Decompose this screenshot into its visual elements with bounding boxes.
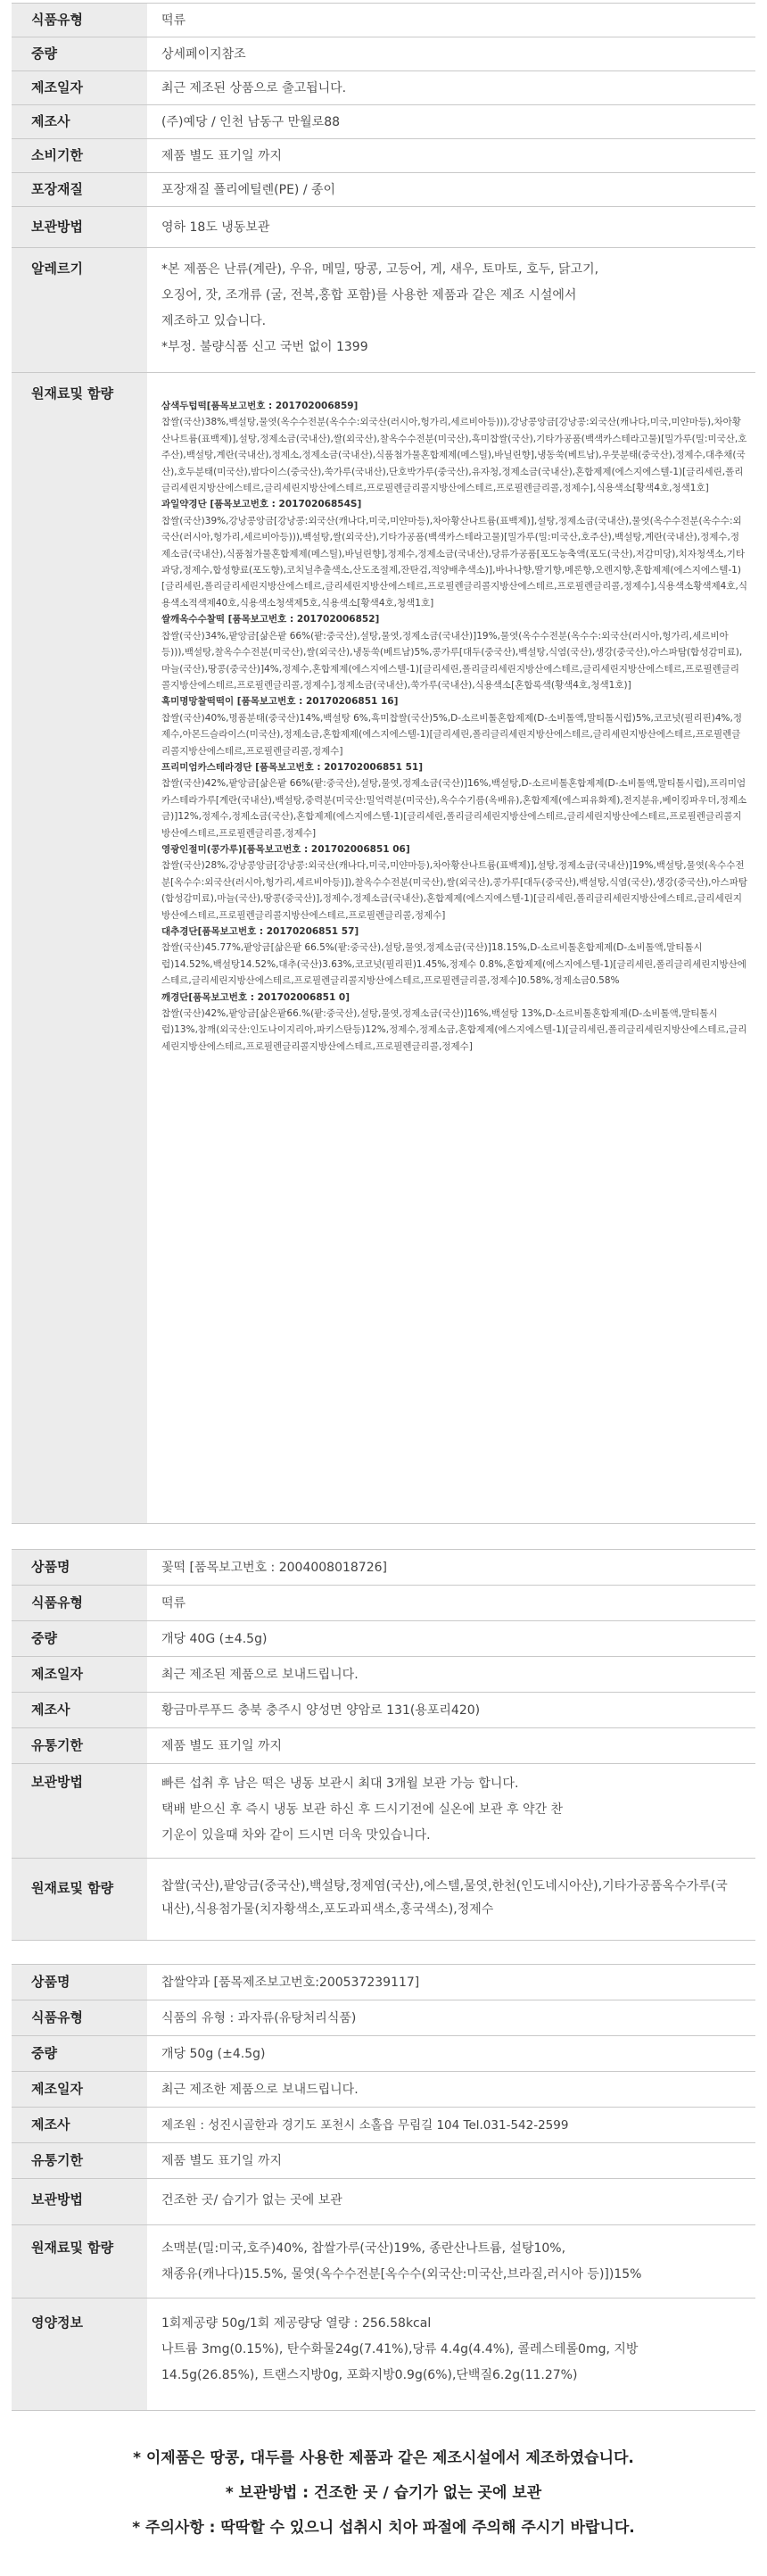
value-ingredients: 찹쌀(국산),팥앙금(중국산),백설탕,정제염(국산),에스텔,물엿,한천(인도네시아산),기타가공품옥수가루(국내산),식용첨가물(치자황색소,포도과피색소,홍국색소),정제수 (161, 1879, 728, 1917)
label-food-type: 식품유형 (31, 12, 83, 28)
row-product-name (12, 1965, 755, 2000)
label-food-type: 식품유형 (31, 1594, 83, 1611)
label-weight: 중량 (31, 1630, 57, 1646)
row-nutrition (12, 2299, 755, 2411)
label-packaging: 포장재질 (31, 181, 83, 197)
ingredient-section (161, 841, 748, 924)
label-manufacturer: 제조사 (31, 1702, 70, 1718)
value-food-type: 식품의 유형 : 과자류(유탕처리식품) (161, 2011, 357, 2025)
value-packaging: 포장재질 폴리에틸렌(PE) / 종이 (161, 183, 336, 197)
label-nutrition: 영양정보 (31, 2315, 83, 2331)
row-weight (12, 37, 755, 71)
ingredient-section-body: 찹쌀(국산)40%,명품분태(중국산)14%,백설탕 6%,흑미찹쌀(국산)5%,D-소르비톨혼합제제(D-소비톨액,말티톨시럽)5%,코코넛(필리핀)4%,정제수,아몬드슬라이스(미국산),정제소금,혼합제제(에스지에스텔-1)[글리세린,폴리글리세린지방산에스테르,글리세린지방산에스테르,프로필렌글리콜지방산에스테르,프로필렌글리콜,정제수] (161, 712, 743, 757)
label-manufacture-date: 제조일자 (31, 1666, 83, 1682)
value-manufacture-date: 최근 제조된 상품으로 출고됩니다. (161, 81, 347, 95)
row-manufacturer (12, 105, 755, 139)
row-manufacture-date (12, 1657, 755, 1693)
value-product-name: 꽃떡 [품목보고번호 : 2004008018726] (161, 1561, 387, 1575)
ingredient-section (161, 693, 748, 759)
label-ingredients: 원재료및 함량 (31, 385, 114, 402)
row-storage (12, 2179, 755, 2225)
ingredient-section-body: 찹쌀(국산)42%,팥앙금[삶은팥 66%(팥:중국산),설탕,물엿,정제소금(국산)]16%,백설탕,D-소르비톨혼합제제(D-소비톨액,말티톨시럽),프리미엄카스테라가루[계란(국내산),백설탕,중력분(미국산:밀억력분(미국산),옥수수기름(옥배유),혼합제제(에스피유화제),전지분유,베이킹파우더,정제소금)]12%,정제수,정제소금(국산),혼합제제(에스지에스텔-1)[글리세린,폴리글리세린지방산에스테르,글리세린지방산에스테르,프로필렌글리콜지방산에스테르,프로필렌글리콜,정제수] (161, 778, 747, 839)
row-product-name (12, 1550, 755, 1586)
ingredient-section (161, 759, 748, 841)
ingredient-section-title: 삼색두텁떡[품목보고번호 : 201702006859] (161, 401, 359, 411)
label-expiry: 소비기한 (31, 147, 83, 163)
ingredient-section (161, 924, 748, 990)
value-ingredients: 소맥분(밀:미국,호주)40%, 찹쌀가루(국산)19%, 종란산나트륨, 설탕10%, 채종유(캐나다)15.5%, 물엿(옥수수전분[옥수수(외국산:미국산,브라질,러시아 등)])15% (161, 2241, 642, 2282)
value-manufacture-date: 최근 제조한 제품으로 보내드립니다. (161, 2083, 359, 2097)
row-ingredients (12, 373, 755, 1524)
ingredient-section-body: 찹쌀(국산)38%,백설탕,물엿(옥수수전분(옥수수:외국산(러시아,헝가리,세르비아등))),강낭콩앙금[강낭콩:외국산(캐나다,미국,미얀마등),차아황산나트륨(표백제)],설탕,정제소금(국내산),쌀(외국산),찰옥수수전분(미국산),흑미찹쌀(국산),기타가공품(백색카스테라고물)[밀가루(밀:미국산,호주산),백설탕,계란(국내산),정제소,정제소금(국내산),식품첨가물혼합제제(메스틸),바닐린향],냉동쑥(베트남),우뭇분태(중국산),정제수,대추채(국산),호두분태(미국산),밤다이스(중국산),쑥가루(국내산),단호박가루(중국산),유자청,정제소금(국내산),혼합제제(에스지에스텔-1)[글리세린,폴리글리세린지방산에스테르,글리세린지방산에스테르,프로필렌글리콜지방산에스테르,프로필렌글리콜,정제수],식용색소[황색4호,청색1호] (161, 417, 747, 494)
label-storage: 보관방법 (31, 1774, 83, 1790)
row-allergy (12, 248, 755, 373)
row-food-type (12, 1586, 755, 1621)
label-ingredients: 원재료및 함량 (31, 2240, 114, 2256)
notice-caution: * 주의사항 : 딱딱할 수 있으니 섭취시 치아 파절에 주의해 주시기 바랍니다. (132, 2519, 635, 2537)
product1-spec-table (12, 3, 755, 1524)
ingredient-section-body: 찹쌀(국산)28%,강낭콩앙금[강낭콩:외국산(캐나다,미국,미얀마등),차아황산나트륨(표백제)],설탕,정제소금(국내산)]19%,백설탕,물엿(옥수수전분[옥수수:외국산(러시아,헝가리,세르비아등)]),찰옥수수전분(미국산),쌀(외국산),콩가루[대두(중국산),백설탕,식염(국산),생강(중국산),아스파탐(합성감미료),마늘(국산),땅콩(중국산)],정제수,정제소금(국내산),혼합제제(에스지에스텔-1)[글리세린,폴리글리세린지방산에스테르,글리세린지방산에스테르,프로필렌글리콜지방산에스테르,프로필렌글리콜,정제수] (161, 860, 747, 921)
label-manufacture-date: 제조일자 (31, 2081, 83, 2097)
label-manufacture-date: 제조일자 (31, 79, 83, 95)
label-food-type: 식품유형 (31, 2009, 83, 2025)
ingredient-section-body: 찹쌀(국산)42%,팥앙금[삶은팥66.%(팥:중국산),설탕,물엿,정제소금(국산)]16%,백설탕 13%,D-소르비톨혼합제제(D-소비톨액,말티톨시럽)13%,참깨(외국산:인도나이지리아,파키스탄등)12%,정제수,정제소금,혼합제제(에스지에스텔-1)[글리세린,폴리글리세린지방산에스테르,글리세린지방산에스테르,프로필렌글리콜지방산에스테르,프로필렌글리콜,정제수] (161, 1008, 747, 1052)
product2-spec-table (12, 1549, 755, 1941)
row-ingredients (12, 1859, 755, 1941)
ingredient-section (161, 990, 748, 1056)
value-manufacturer: 황금마루푸드 충북 충주시 양성면 양암로 131(용포리420) (161, 1703, 481, 1718)
ingredient-section-title: 영광인절미(콩가루)[품목보고번호 : 201702006851 06] (161, 843, 410, 855)
row-expiry (12, 1728, 755, 1764)
value-product-name: 찹쌀약과 [품목제조보고번호:200537239117] (161, 1975, 420, 1990)
label-storage: 보관방법 (31, 219, 83, 235)
value-food-type: 떡류 (161, 1596, 186, 1611)
product3-spec-table (12, 1964, 755, 2411)
row-food-type (12, 4, 755, 37)
value-manufacturer: (주)예당 / 인천 남동구 만월로88 (161, 115, 341, 129)
label-manufacturer: 제조사 (31, 113, 70, 129)
label-product-name: 상품명 (31, 1974, 70, 1990)
row-food-type (12, 2000, 755, 2036)
value-manufacture-date: 최근 제조된 제품으로 보내드립니다. (161, 1668, 359, 1682)
ingredient-section-body: 찹쌀(국산)45.77%,팥앙금[삶은팥 66.5%(팥:중국산),설탕,물엿,정제소금(국산)]18.15%,D-소르비톨혼합제제(D-소비톨액,말티톨시럽)14.52%,백설탕14.52%,대추(국산)3.63%,코코넛(필리핀)1.45%,정제수 0.8%,혼합제제(에스지에스텔-1)[글리세린,폴리글리세린지방산에스테르,글리세린지방산에스테르,프로필렌글리콜지방산에스테르,프로필렌글리콜,정제수]0.58%,정제소금0.58% (161, 942, 746, 987)
row-manufacture-date (12, 2072, 755, 2108)
row-manufacturer (12, 1693, 755, 1728)
ingredient-section (161, 611, 748, 693)
row-expiry (12, 139, 755, 173)
ingredient-section (161, 496, 748, 611)
label-product-name: 상품명 (31, 1559, 70, 1575)
row-manufacture-date (12, 71, 755, 105)
ingredient-section-body: 찹쌀(국산)39%,강낭콩앙금[강낭콩:외국산(캐나다,미국,미얀마등),차아황산나트륨(표백제)],설탕,정제소금(국내산),물엿(옥수수전분(옥수수:외국산(러시아,헝가리,세르비아등))),백설탕,쌀(외국산),기타가공품(백색카스테라고물)[밀가루(밀:미국산,호주산),백설탕,계란(국내산),정제수,정제소금(국내산),식품첨가물혼합제제(메스틸),바닐린향],정제수,정제소금(국내산),당류가공품[포도농축액(포도(국산),저감미당),치자청색소,기타과당,정제수,합성향료(포도향),코치닐추출색소,산도조절제,잔탄검,적양배추색소)],바나나향,딸기향,메론향,오렌지향,혼합제제(에스지에스텔-1)[글리세린,폴리글리세린지방산에스테르,글리세린지방산에스테르,프로필렌글리콜지방산에스테르,프로필렌글리콜,정제수],식용색소황색제4호,식용색소적색제40호,식용색소청색제5호,식용색소[황색4호,청색1호] (161, 515, 747, 609)
value-storage: 건조한 곳/ 습기가 없는 곳에 보관 (161, 2193, 342, 2207)
value-food-type: 떡류 (161, 13, 186, 28)
label-allergy: 알레르기 (31, 261, 83, 277)
label-storage: 보관방법 (31, 2191, 83, 2207)
value-expiry: 제품 별도 표기일 까지 (161, 149, 283, 163)
row-storage (12, 207, 755, 248)
ingredients-list (161, 398, 755, 1055)
label-manufacturer: 제조사 (31, 2116, 70, 2133)
label-expiry: 유통기한 (31, 1737, 83, 1753)
ingredient-section-title: 깨경단[품목보고번호 : 201702006851 0] (161, 991, 351, 1003)
value-storage: 빠른 섭취 후 남은 떡은 냉동 보관시 최대 3개월 보관 가능 합니다. 택배 받으신 후 즉시 냉동 보관 하신 후 드시기전에 실온에 보관 후 약간 찬 기운이 있을때 차와 같이 드시면 더욱 맛있습니다. (161, 1777, 564, 1843)
row-ingredients (12, 2225, 755, 2299)
ingredient-section-title: 프리미엄카스테라경단 [품목보고번호 : 201702006851 51] (161, 761, 423, 773)
ingredient-section-title: 쌀깨옥수수찰떡 [품목보고번호 : 201702006852] (161, 614, 380, 625)
ingredient-section-body: 찹쌀(국산)34%,팥앙금[삶은팥 66%(팥:중국산),설탕,물엿,정제소금(국내산)]19%,물엿(옥수수전분(옥수수:외국산(러시아,헝가리,세르비아등))),백설탕,찰옥수수전분(미국산),쌀(외국산),냉동쑥(베트남)5%,콩가루[대두(중국산),백설탕,식염(국산),생강(중국산),아스파탐(합성감미료),마늘(국산),땅콩(중국산)]4%,정제수,혼합제제(에스지에스텔-1)[글리세린,폴리글리세린지방산에스테르,글리세린지방산에스테르,프로필렌글리콜지방산에스테르,프로필렌글리콜,정제수],정제소금(국내산),쑥가루(국내산),식용색소[혼합록색(황색4호,청색1호)] (161, 630, 743, 691)
label-weight: 중량 (31, 2045, 57, 2061)
value-expiry: 제품 별도 표기일 까지 (161, 2154, 283, 2168)
ingredient-section-title: 대추경단[품목보고번호 : 20170206851 57] (161, 926, 359, 937)
value-weight: 개당 50g (±4.5g) (161, 2047, 266, 2061)
row-packaging (12, 173, 755, 207)
value-nutrition: 1회제공량 50g/1회 제공량당 열량 : 256.58kcal 나트륨 3mg(0.15%), 탄수화물24g(7.41%),당류 4.4g(4.4%), 콜레스테롤0mg, 지방 14.5g(26.85%), 트랜스지방0g, 포화지방0.9g(6%),단백질6.2g(11.27%) (161, 2316, 639, 2382)
ingredient-section-title: 과일약경단 [품목보고번호 : 20170206854S] (161, 499, 362, 510)
value-manufacturer: 제조원 : 성진시골한과 경기도 포천시 소홀읍 무림길 104 Tel.031-542-2599 (161, 2118, 569, 2133)
label-weight: 중량 (31, 46, 57, 62)
row-expiry (12, 2143, 755, 2179)
value-weight: 개당 40G (±4.5g) (161, 1632, 268, 1646)
value-storage: 영하 18도 냉동보관 (161, 220, 270, 235)
notice-storage: * 보관방법 : 건조한 곳 / 습기가 없는 곳에 보관 (225, 2484, 542, 2502)
value-allergy: *본 제품은 난류(계란), 우유, 메밀, 땅콩, 고등어, 게, 새우, 토마토, 호두, 닭고기, 오징어, 잣, 조개류 (굴, 전복,홍합 포함)를 사용한 제품과 같은 제조 시설에서 제조하고 있습니다. *부정. 불량식품 신고 국번 없이 1399 (161, 262, 599, 354)
row-storage (12, 1764, 755, 1859)
row-weight (12, 1621, 755, 1657)
ingredient-section (161, 398, 748, 496)
ingredient-section-title: 흑미명망찰떡떡이 [품목보고번호 : 20170206851 16] (161, 696, 399, 708)
label-ingredients: 원재료및 함량 (31, 1880, 114, 1896)
notice-facility: * 이제품은 땅콩, 대두를 사용한 제품과 같은 제조시설에서 제조하였습니다. (133, 2449, 634, 2467)
value-weight: 상세페이지참조 (161, 47, 246, 62)
row-manufacturer (12, 2108, 755, 2143)
value-expiry: 제품 별도 표기일 까지 (161, 1739, 283, 1753)
label-expiry: 유통기한 (31, 2152, 83, 2168)
row-weight (12, 2036, 755, 2072)
